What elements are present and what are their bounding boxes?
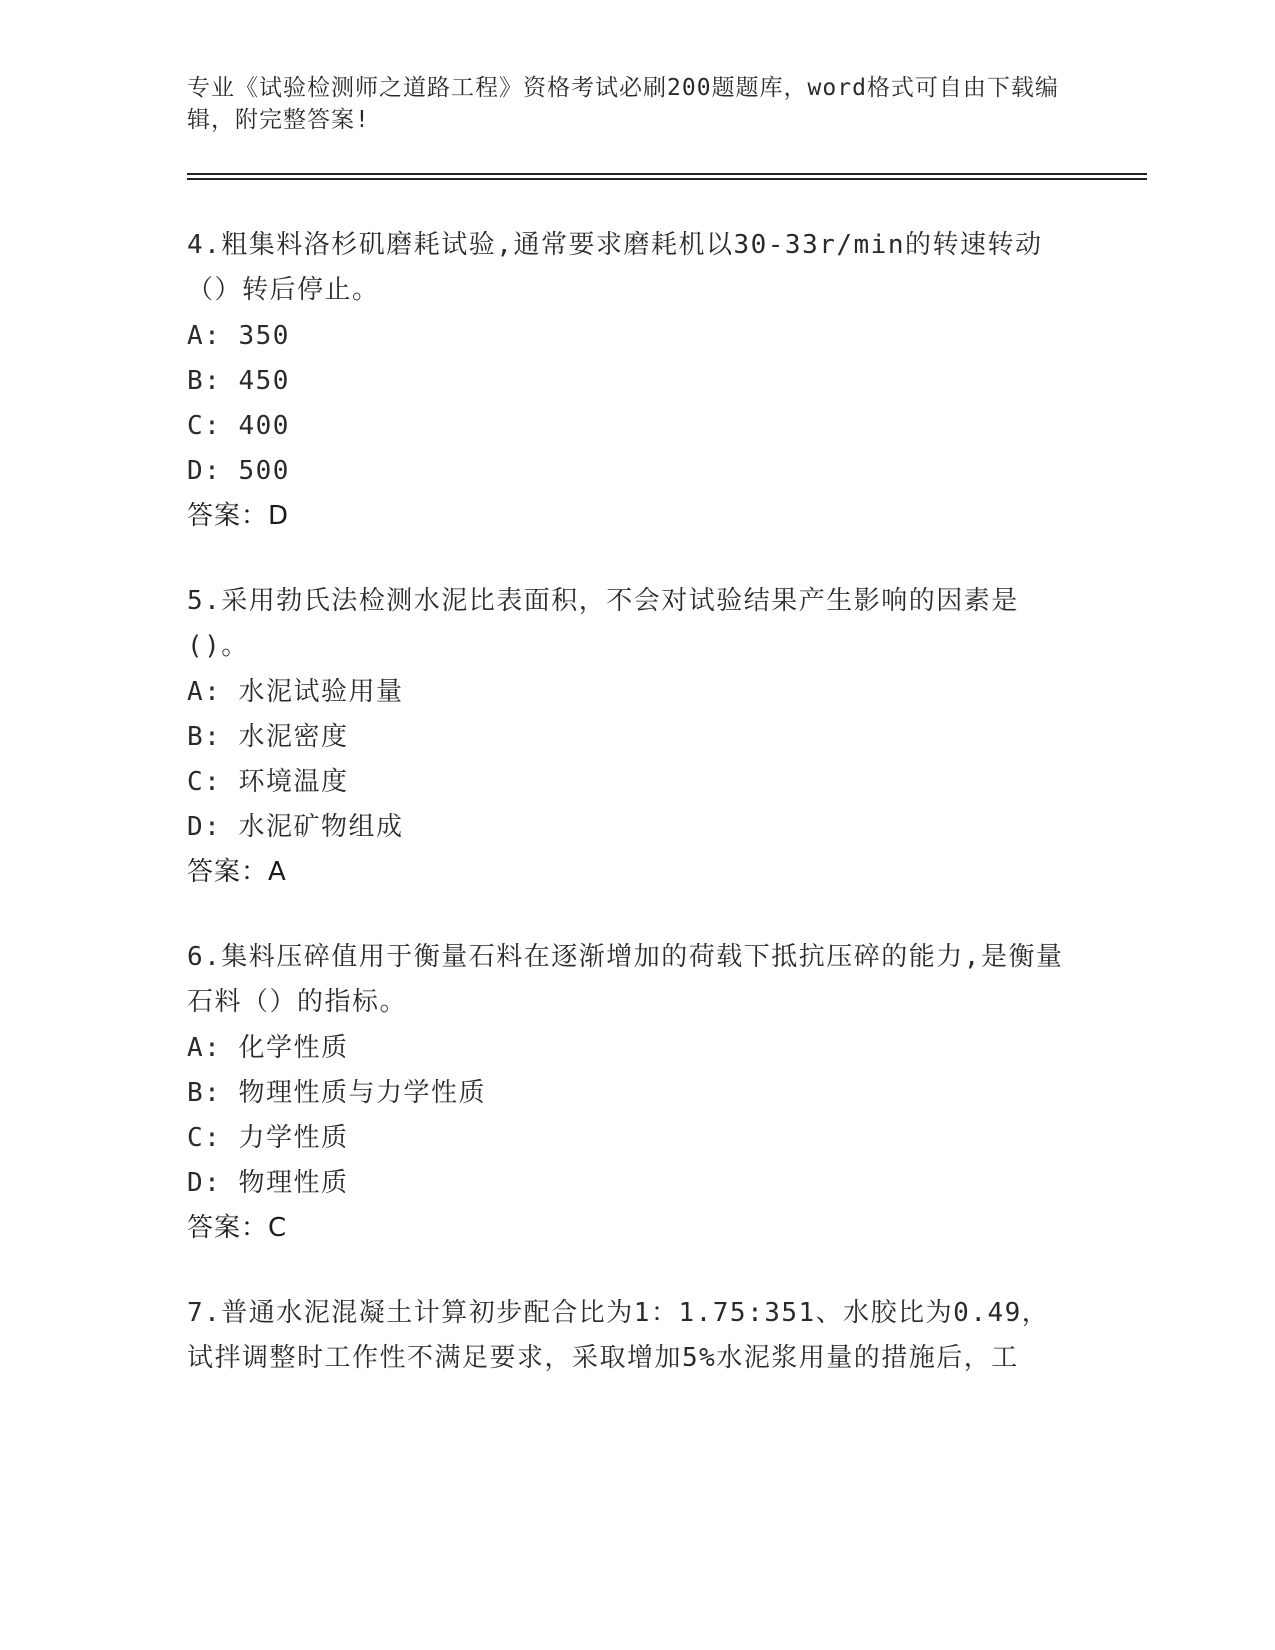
option-d: D: 水泥矿物组成 bbox=[187, 812, 404, 842]
option-d: D: 物理性质 bbox=[187, 1168, 349, 1198]
question-stem: 4.粗集料洛杉矶磨耗试验,通常要求磨耗机以30-33r/min的转速转动（）转后停止。 bbox=[187, 230, 1043, 305]
option-b: B: 450 bbox=[187, 366, 290, 396]
answer: 答案：D bbox=[187, 501, 290, 531]
header-divider-bottom bbox=[187, 178, 1147, 180]
document-header bbox=[187, 72, 1067, 136]
question-7 bbox=[187, 1291, 1067, 1381]
option-d: D: 500 bbox=[187, 456, 290, 486]
option-a: A: 化学性质 bbox=[187, 1033, 349, 1063]
option-a: A: 水泥试验用量 bbox=[187, 677, 404, 707]
question-stem: 6.集料压碎值用于衡量石料在逐渐增加的荷载下抵抗压碎的能力,是衡量石料（）的指标。 bbox=[187, 942, 1064, 1017]
answer: 答案：A bbox=[187, 857, 287, 887]
question-stem: 5.采用勃氏法检测水泥比表面积，不会对试验结果产生影响的因素是()。 bbox=[187, 586, 1019, 661]
question-list bbox=[187, 223, 1067, 1421]
option-b: B: 物理性质与力学性质 bbox=[187, 1078, 486, 1108]
option-a: A: 350 bbox=[187, 321, 290, 351]
question-6 bbox=[187, 935, 1067, 1251]
question-5 bbox=[187, 579, 1067, 895]
option-c: C: 400 bbox=[187, 411, 290, 441]
question-4 bbox=[187, 223, 1067, 539]
option-c: C: 环境温度 bbox=[187, 767, 349, 797]
option-b: B: 水泥密度 bbox=[187, 722, 349, 752]
header-title: 专业《试验检测师之道路工程》资格考试必刷200题题库，word格式可自由下载编辑，附完整答案! bbox=[187, 75, 1059, 133]
option-c: C: 力学性质 bbox=[187, 1123, 349, 1153]
header-divider-top bbox=[187, 173, 1147, 175]
answer: 答案：C bbox=[187, 1213, 288, 1243]
question-stem: 7.普通水泥混凝土计算初步配合比为1：1.75:351、水胶比为0.49，试拌调整时工作性不满足要求，采取增加5%水泥浆用量的措施后，工 bbox=[187, 1298, 1050, 1373]
